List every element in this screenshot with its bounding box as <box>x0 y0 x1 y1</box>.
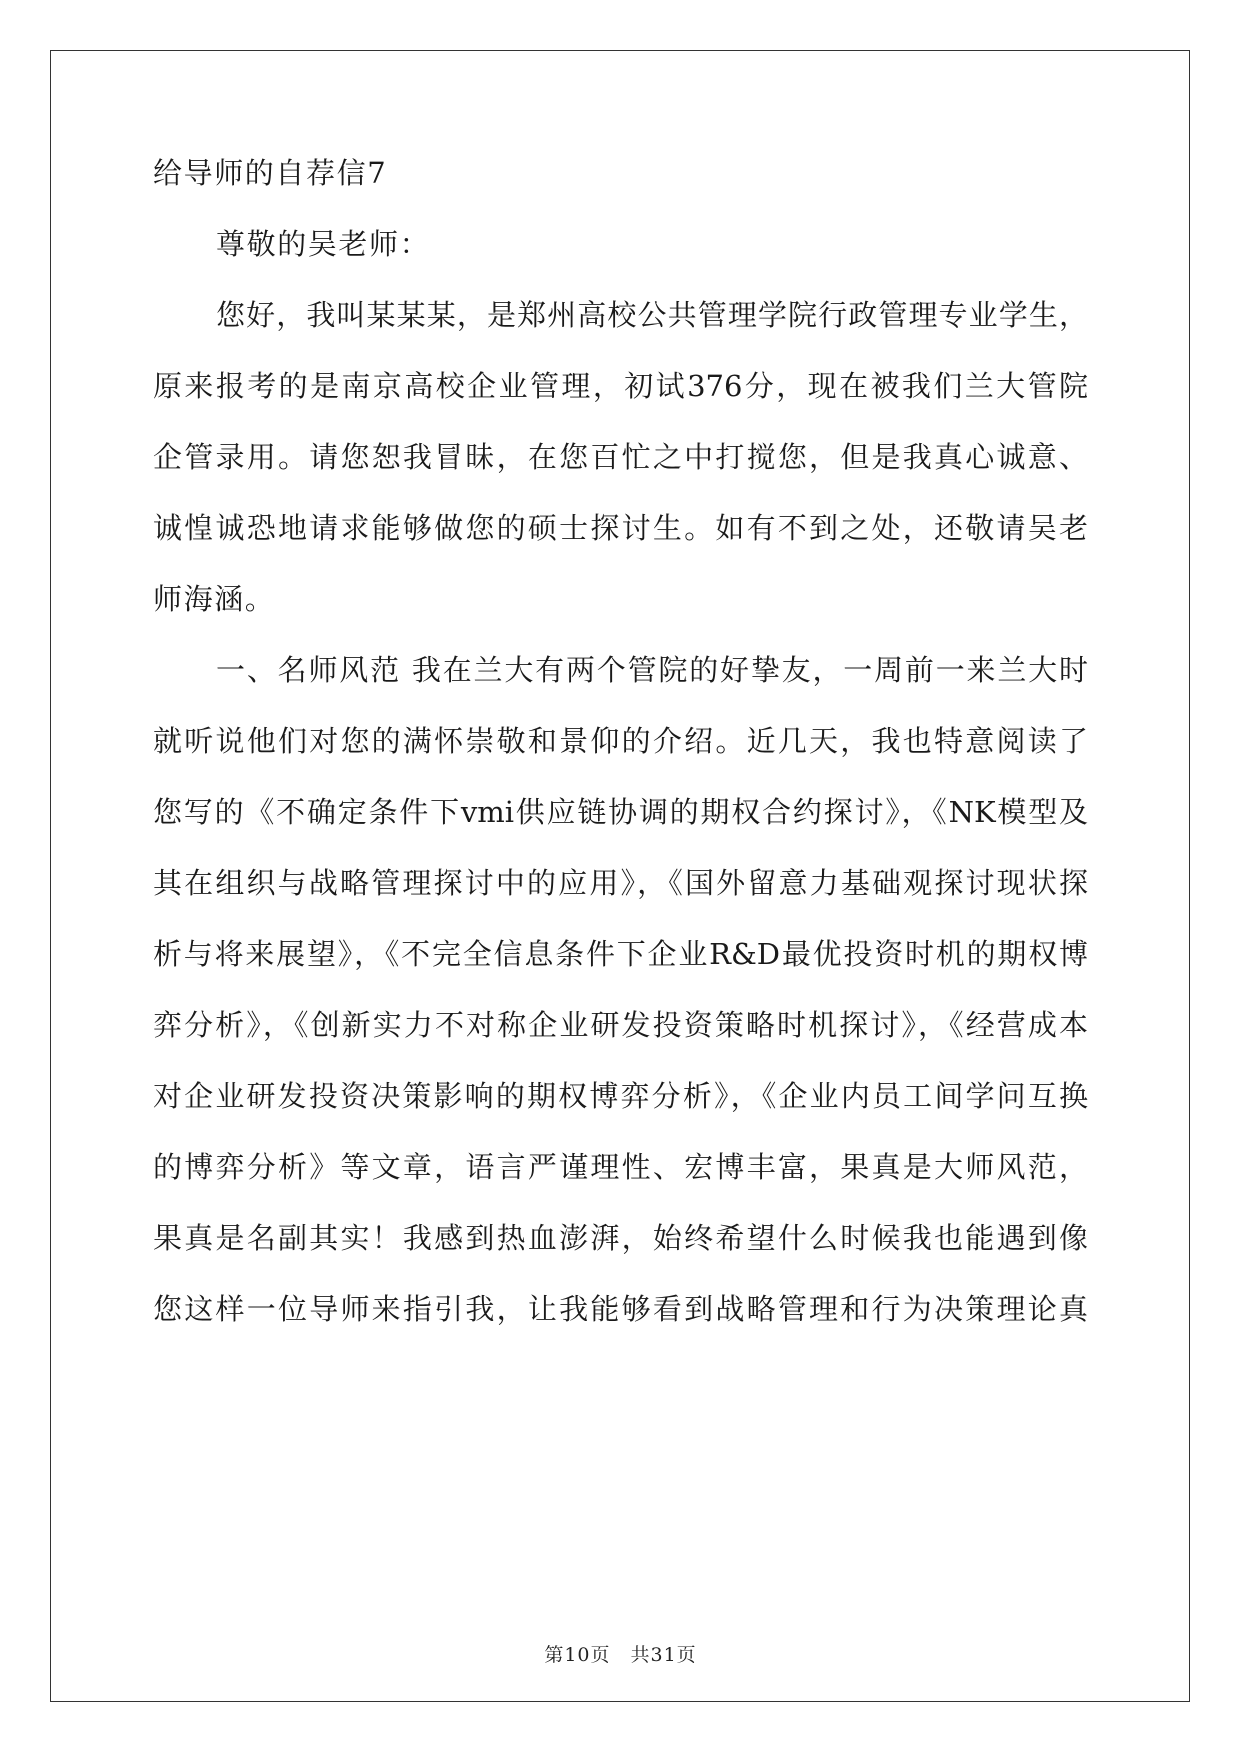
body-line: 您好，我叫某某某，是郑州高校公共管理学院行政管理专业学生， <box>216 298 1088 332</box>
body-line: 企管录用。请您恕我冒昧，在您百忙之中打搅您，但是我真心诚意、 <box>153 440 1088 474</box>
body-line: 对企业研发投资决策影响的期权博弈分析》，《企业内员工间学问互换 <box>153 1079 1088 1113</box>
body-line: 您写的《不确定条件下vmi供应链协调的期权合约探讨》，《NK模型及 <box>153 795 1088 829</box>
body-line: 诚惶诚恐地请求能够做您的硕士探讨生。如有不到之处，还敬请吴老 <box>153 511 1088 545</box>
body-line: 一、名师风范 我在兰大有两个管院的好挚友，一周前一来兰大时 <box>216 653 1088 687</box>
salutation: 尊敬的吴老师： <box>216 227 431 261</box>
body-line: 就听说他们对您的满怀崇敬和景仰的介绍。近几天，我也特意阅读了 <box>153 724 1088 758</box>
body-line: 原来报考的是南京高校企业管理，初试376分，现在被我们兰大管院 <box>153 369 1088 403</box>
body-line: 弈分析》，《创新实力不对称企业研发投资策略时机探讨》，《经营成本 <box>153 1008 1088 1042</box>
body-line: 析与将来展望》，《不完全信息条件下企业R&D最优投资时机的期权博 <box>153 937 1088 971</box>
body-line: 其在组织与战略管理探讨中的应用》，《国外留意力基础观探讨现状探 <box>153 866 1088 900</box>
body-line: 您这样一位导师来指引我，让我能够看到战略管理和行为决策理论真 <box>153 1292 1088 1326</box>
body-line: 的博弈分析》等文章，语言严谨理性、宏博丰富，果真是大师风范， <box>153 1150 1088 1184</box>
page-number: 第10页 共31页 <box>544 1644 697 1666</box>
document-title: 给导师的自荐信7 <box>153 156 388 190</box>
body-line: 果真是名副其实！我感到热血澎湃，始终希望什么时候我也能遇到像 <box>153 1221 1088 1255</box>
body-line: 师海涵。 <box>153 582 276 616</box>
